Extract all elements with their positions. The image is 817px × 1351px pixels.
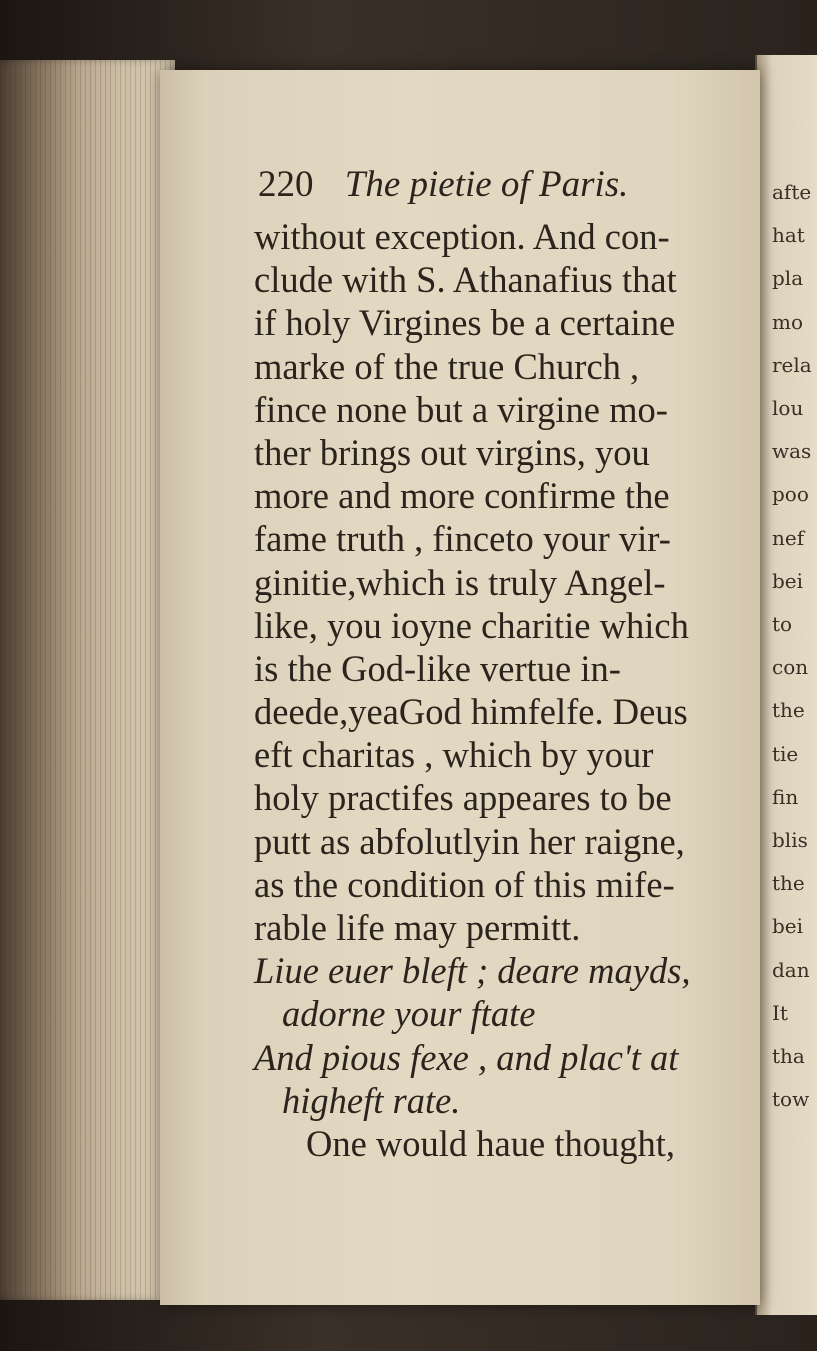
text-line: rable life may permitt.	[254, 907, 581, 948]
right-page-fragment: was	[772, 439, 812, 464]
right-page-fragment: bei	[772, 914, 804, 939]
text-line: deede,yeaGod himfelfe. Deus	[254, 691, 688, 733]
page-number: 220	[258, 164, 314, 205]
right-page-fragment: rela	[772, 352, 812, 377]
running-title: The pietie of Paris.	[344, 164, 629, 205]
text-line: putt as abfolutlyin her raigne,	[254, 820, 685, 862]
text-line: if holy Virgines be a certaine	[254, 302, 676, 344]
right-page-fragment: nef	[772, 525, 805, 550]
right-page-fragment: tie	[772, 741, 799, 766]
left-page-edges	[0, 60, 175, 1300]
page-text	[254, 215, 754, 1165]
text-line: One would haue thought,	[306, 1122, 675, 1164]
text-line: ther brings out virgins, you	[254, 431, 650, 473]
text-line: clude with S. Athanafius that	[254, 259, 677, 301]
text-line: is the God-like vertue in-	[254, 647, 621, 689]
text-line: eft charitas , which by your	[254, 734, 654, 776]
text-line: without exception. And con-	[254, 216, 670, 257]
text-line: fince none but a virgine mo-	[254, 388, 668, 430]
right-page-fragment: the	[772, 698, 805, 723]
running-header	[258, 163, 628, 206]
text-line: marke of the true Church ,	[254, 345, 640, 387]
right-page-fragment: to	[772, 612, 793, 636]
right-page-fragment: poo	[772, 482, 809, 507]
verse-line: And pious fexe , and plac't at	[254, 1036, 679, 1078]
right-page-fragment: bei	[772, 568, 804, 593]
right-page-fragment: fin	[772, 784, 799, 809]
text-line: ginitie,which is truly Angel-	[254, 561, 666, 603]
right-page-fragment: blis	[772, 828, 808, 852]
right-page-fragment: dan	[772, 957, 810, 982]
right-page-fragment: lou	[772, 396, 804, 420]
right-page-fragment: the	[772, 871, 805, 896]
right-page-fragment: tow	[772, 1087, 810, 1112]
right-page-fragment: tha	[772, 1044, 805, 1068]
verse-line: adorne your ftate	[282, 993, 536, 1035]
text-line: more and more confirme the	[254, 475, 670, 517]
right-page-fragment: pla	[772, 266, 804, 291]
text-line: fame truth , finceto your vir-	[254, 518, 671, 560]
right-page-fragment: hat	[772, 223, 805, 248]
right-page-fragment: afte	[772, 180, 812, 204]
verse-line: higheft rate.	[282, 1079, 461, 1121]
text-line: like, you ioyne charitie which	[254, 604, 689, 646]
text-line: as the condition of this mife-	[254, 863, 675, 905]
right-page-fragment: mo	[772, 309, 804, 334]
right-page-fragment: It	[772, 1000, 788, 1025]
verse-line: Liue euer bleft ; deare mayds,	[254, 950, 691, 992]
text-line: holy practifes appeares to be	[254, 777, 672, 819]
right-page-fragment: con	[772, 655, 809, 680]
